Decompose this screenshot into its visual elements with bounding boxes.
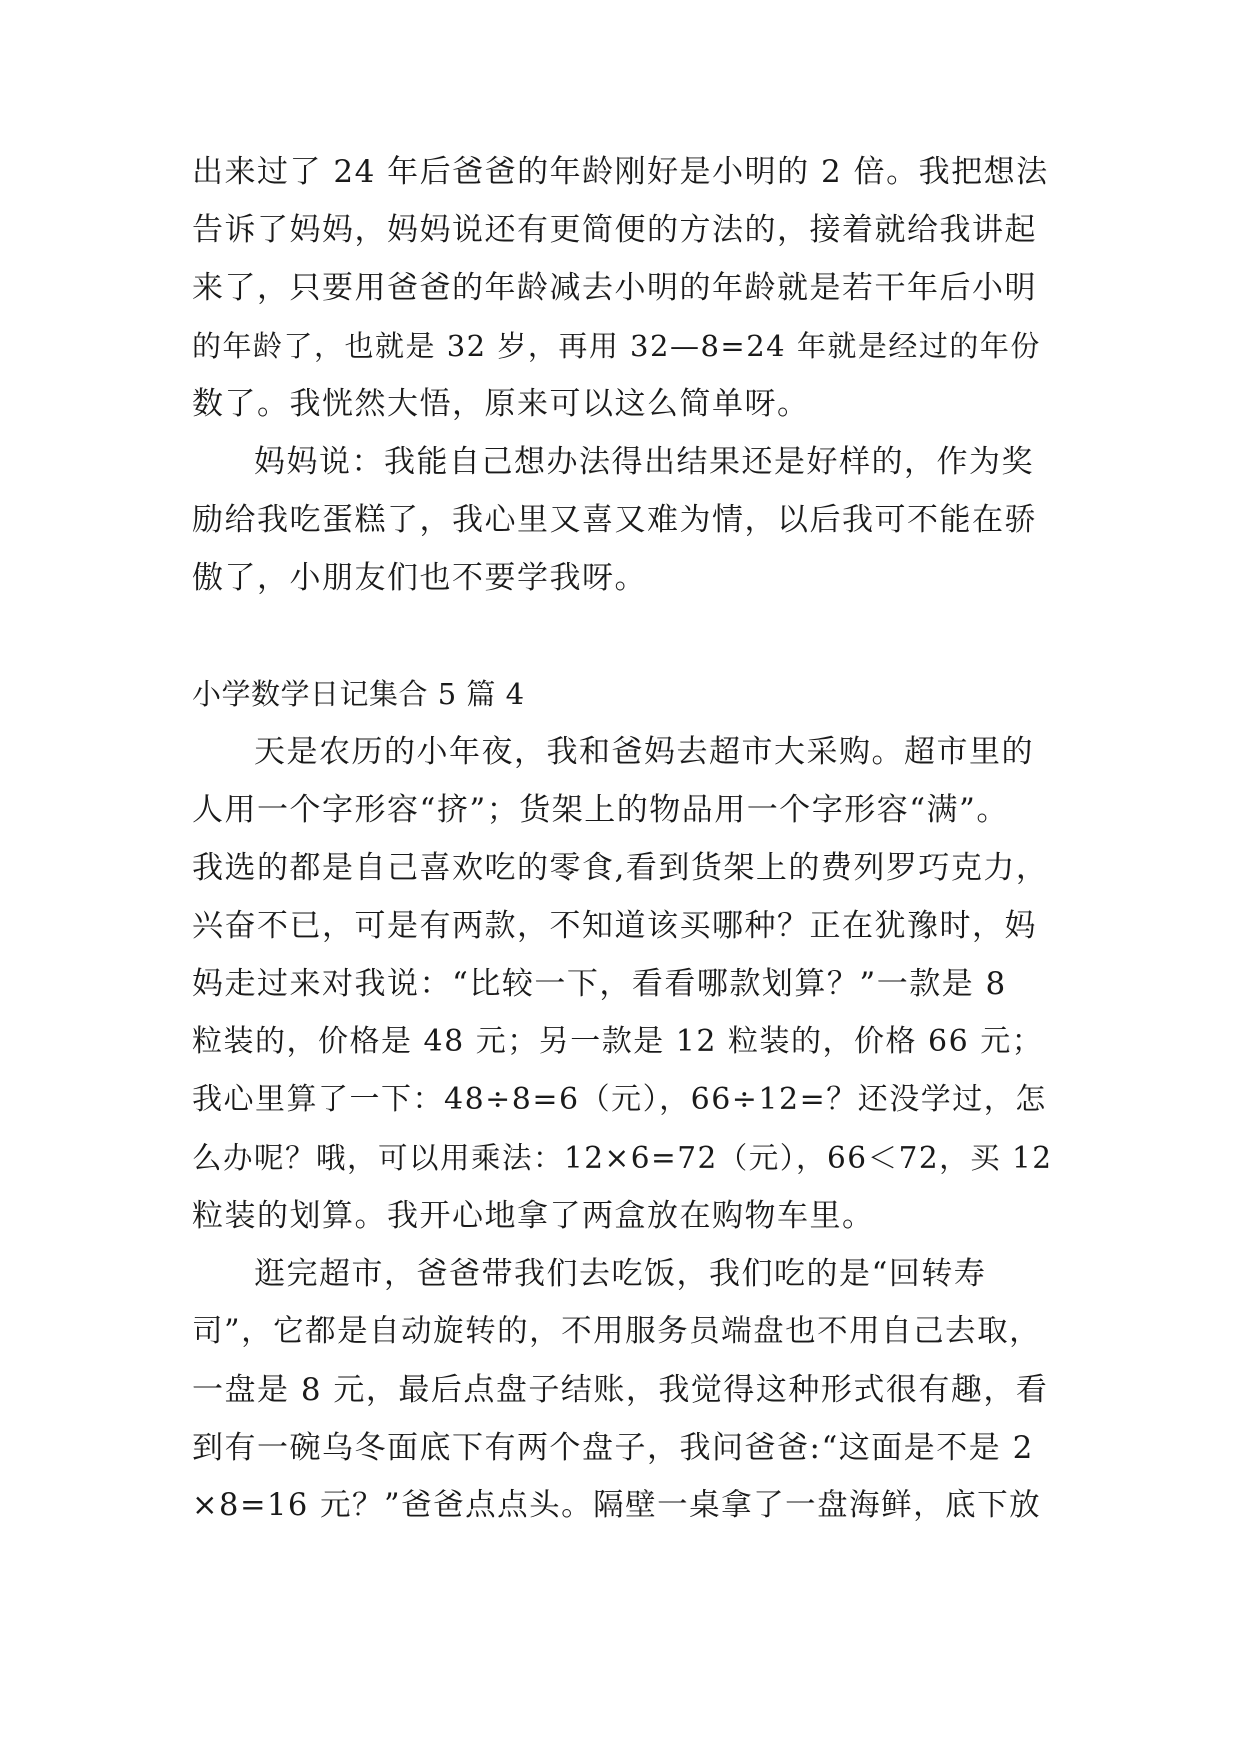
paragraph-line: 司”，它都是自动旋转的，不用服务员端盘也不用自己去取， [192,1314,1042,1349]
paragraph-line: 我选的都是自己喜欢吃的零食,看到货架上的费列罗巧克力， [192,850,1049,886]
paragraph-line: 逛完超市，爸爸带我们去吃饭，我们吃的是“回转寿 [254,1256,987,1292]
paragraph-line: 到有一碗乌冬面底下有两个盘子，我问爸爸:“这面是不是 2 [192,1430,1034,1466]
paragraph-line: 我心里算了一下：48÷8=6（元），66÷12=？还没学过，怎 [192,1082,1047,1117]
paragraph-line: 傲了，小朋友们也不要学我呀。 [192,560,647,596]
paragraph-line: 人用一个字形容“挤”；货架上的物品用一个字形容“满”。 [192,792,1009,828]
paragraph-line: 来了，只要用爸爸的年龄减去小明的年龄就是若干年后小明 [192,270,1037,306]
paragraph-line: 粒装的，价格是 48 元；另一款是 12 粒装的，价格 66 元； [192,1024,1044,1059]
paragraph-line: 出来过了 24 年后爸爸的年龄刚好是小明的 2 倍。我把想法 [192,154,1049,190]
paragraph-line: 妈走过来对我说：“比较一下，看看哪款划算？”一款是 8 [192,966,1007,1002]
section-title: 小学数学日记集合 5 篇 4 [192,677,525,711]
paragraph-line: 数了。我恍然大悟，原来可以这么简单呀。 [192,386,810,422]
paragraph-line: 一盘是 8 元，最后点盘子结账，我觉得这种形式很有趣，看 [192,1372,1049,1408]
paragraph-line: 告诉了妈妈，妈妈说还有更简便的方法的，接着就给我讲起 [192,212,1037,248]
paragraph-line: 么办呢？哦，可以用乘法：12×6=72（元），66＜72，买 12 [192,1141,1053,1175]
paragraph-line: 妈妈说：我能自己想办法得出结果还是好样的，作为奖 [254,444,1034,480]
paragraph-line: 励给我吃蛋糕了，我心里又喜又难为情，以后我可不能在骄 [192,502,1037,538]
paragraph-line: ×8=16 元？”爸爸点点头。隔壁一桌拿了一盘海鲜，底下放 [192,1488,1042,1523]
paragraph-line: 粒装的划算。我开心地拿了两盒放在购物车里。 [192,1198,875,1234]
paragraph-line: 天是农历的小年夜，我和爸妈去超市大采购。超市里的 [254,734,1034,770]
paragraph-line: 的年龄了，也就是 32 岁，再用 32—8=24 年就是经过的年份 [192,329,1041,363]
paragraph-line: 兴奋不已，可是有两款，不知道该买哪种？正在犹豫时，妈 [192,908,1037,944]
